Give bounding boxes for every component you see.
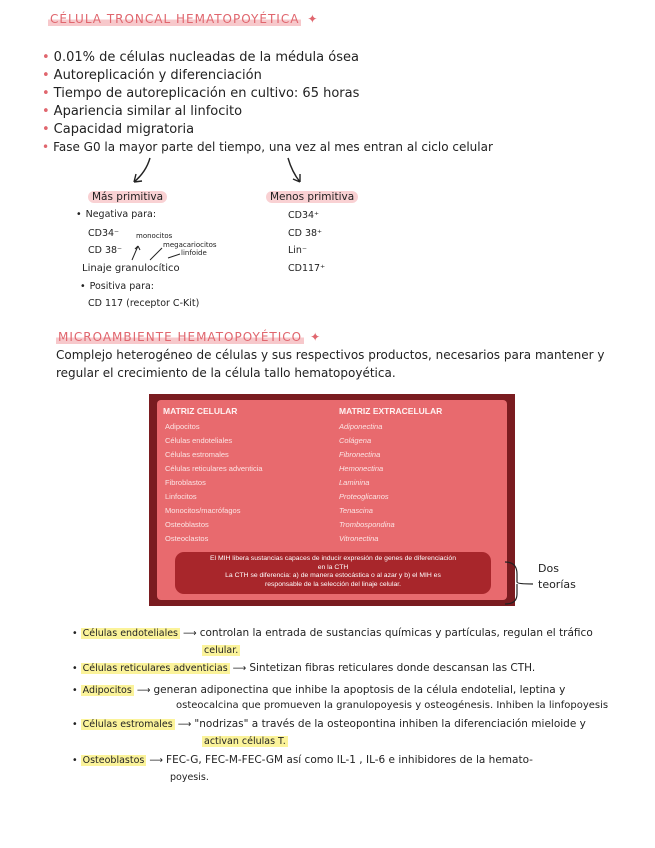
dos-teorias-line2: teorías <box>538 578 576 591</box>
mih-note-box <box>175 552 491 594</box>
negativa-para: • Negativa para: <box>76 209 157 220</box>
note-line: La CTH se diferencia: a) de manera estocástica o al azar y b) el MIH es <box>225 572 441 579</box>
section2-title-row <box>56 330 321 344</box>
col2-item: Colágena <box>339 436 372 445</box>
arrow-right-icon: ⟶ <box>180 628 200 639</box>
section2-desc-line2: regular el crecimiento de la célula tallo hematopoyética. <box>56 366 396 380</box>
list-item-cont: activan células T. <box>204 736 286 747</box>
bullet-item: • Apariencia similar al linfocito <box>42 104 243 119</box>
bullet-text: Fase G0 la mayor parte del tiempo, una vez al mes entran al ciclo celular <box>53 140 493 154</box>
col2-item: Hemonectina <box>339 464 384 473</box>
star-icon: ✦ <box>310 330 322 344</box>
section1-title: CÉLULA TRONCAL HEMATOPOYÉTICA <box>50 12 300 26</box>
item-label: Adipocitos <box>82 685 132 696</box>
menos-item: CD117⁺ <box>288 263 326 274</box>
bullet-item: • Capacidad migratoria <box>42 122 195 137</box>
col1-header: MATRIZ CELULAR <box>163 406 238 416</box>
star-icon: ✦ <box>307 12 319 26</box>
cd34-neg: CD34⁻ <box>88 228 120 239</box>
col2-item: Tenascina <box>339 506 373 515</box>
megacariocitos-label: megacariocitos <box>163 241 217 249</box>
arrow-right-icon: ⟶ <box>229 663 250 674</box>
section1-title-row <box>48 12 318 26</box>
col1-item: Osteoblastos <box>165 520 209 529</box>
list-item: • Adipocitos ⟶ generan adiponectina que inhibe la apoptosis de la célula endotelial, leptina y <box>72 684 566 696</box>
col2-item: Fibronectina <box>339 450 381 459</box>
col1-item: Osteoclastos <box>165 534 209 543</box>
cd117-receptor: CD 117 (receptor C-Kit) <box>88 298 200 309</box>
col1-item: Linfocitos <box>165 492 197 501</box>
bullet-text: Autoreplicación y diferenciación <box>53 68 262 83</box>
list-item-cont: celular. <box>204 645 239 656</box>
list-item-cont: osteocalcina que promueven la granulopoyesis y osteogénesis. Inhiben la linfopoyesis <box>176 700 609 711</box>
col1-item: Fibroblastos <box>165 478 206 487</box>
bullet-text: 0.01% de células nucleadas de la médula ósea <box>53 50 359 65</box>
arrow-down-right-icon <box>284 156 308 186</box>
bullet-item: • Tiempo de autoreplicación en cultivo: 65 horas <box>42 86 360 101</box>
col2-item: Proteoglicanos <box>339 492 389 501</box>
section2-desc-line1: Complejo heterogéneo de células y sus respectivos productos, necesarios para mantener y <box>56 348 605 362</box>
monocitos-label: monocitos <box>136 232 173 240</box>
list-item: • Osteoblastos ⟶ FEC-G, FEC-M-FEC-GM así como IL-1 , IL-6 e inhibidores de la hemato- <box>72 754 533 766</box>
item-label: Células endoteliales <box>82 628 179 639</box>
menos-primitiva-heading: Menos primitiva <box>266 191 358 203</box>
bullet-item: • Autoreplicación y diferenciación <box>42 68 262 83</box>
item-text: "nodrizas" a través de la osteopontina inhiben la diferenciación mieloide y <box>194 718 586 730</box>
arrow-right-icon: ⟶ <box>133 685 154 696</box>
bullet-text: Capacidad migratoria <box>53 122 195 137</box>
bullet-text: Tiempo de autoreplicación en cultivo: 65 horas <box>53 86 360 101</box>
note-line: en la CTH <box>317 563 349 571</box>
branch-arrows-icon <box>128 238 188 264</box>
item-text: FEC-G, FEC-M-FEC-GM así como IL-1 , IL-6 e inhibidores de la hemato- <box>166 754 533 766</box>
col1-item: Células reticulares adventicia <box>165 464 263 473</box>
item-text: Sintetizan fibras reticulares donde descansan las CTH. <box>249 662 536 674</box>
list-item: • Células endoteliales ⟶ controlan la entrada de sustancias químicas y partículas, regulan el tráfico <box>72 627 593 639</box>
dos-teorias-line1: Dos <box>538 562 559 575</box>
col1-item: Monocitos/macrófagos <box>165 506 241 515</box>
item-label: Células estromales <box>82 719 173 730</box>
bullet-item: • 0.01% de células nucleadas de la médula ósea <box>42 50 359 65</box>
bullet-item: • Fase G0 la mayor parte del tiempo, una vez al mes entran al ciclo celular <box>42 140 493 154</box>
arrow-right-icon: ⟶ <box>174 719 195 730</box>
positiva-para: • Positiva para: <box>80 281 155 292</box>
item-text: controlan la entrada de sustancias químicas y partículas, regulan el tráfico <box>199 627 593 639</box>
matriz-table-photo <box>149 394 515 606</box>
item-label: Osteoblastos <box>82 755 145 766</box>
note-line: El MIH libera sustancias capaces de inducir expresión de genes de diferenciación <box>210 555 456 562</box>
linfoide-label: linfoide <box>181 249 207 257</box>
menos-item: CD34⁺ <box>288 210 320 221</box>
col2-item: Laminina <box>339 478 370 487</box>
col2-item: Trombospondina <box>339 520 395 529</box>
item-label: Células reticulares adventicias <box>82 663 228 674</box>
mas-primitiva-heading: Más primitiva <box>88 191 167 203</box>
arrow-right-icon: ⟶ <box>146 755 167 766</box>
col2-item: Vitronectina <box>339 534 379 543</box>
list-item: • Células reticulares adventicias ⟶ Sintetizan fibras reticulares donde descansan las CTH. <box>72 662 536 674</box>
bullet-text: Apariencia similar al linfocito <box>53 104 243 119</box>
item-text: generan adiponectina que inhibe la apoptosis de la célula endotelial, leptina y <box>153 684 566 696</box>
col2-header: MATRIZ EXTRACELULAR <box>339 406 443 416</box>
list-item-cont: poyesis. <box>170 772 209 783</box>
menos-item: CD 38⁺ <box>288 228 323 239</box>
col1-item: Células estromales <box>165 450 229 459</box>
col2-item: Adiponectina <box>339 422 383 431</box>
cd38-neg: CD 38⁻ <box>88 245 123 256</box>
list-item: • Células estromales ⟶ "nodrizas" a través de la osteopontina inhiben la diferenciación mieloide y <box>72 718 586 730</box>
col1-item: Células endoteliales <box>165 436 233 445</box>
menos-item: Lin⁻ <box>288 245 307 256</box>
col1-item: Adipocitos <box>165 422 200 431</box>
linaje-granulocitico: Linaje granulocítico <box>82 263 180 274</box>
section2-title: MICROAMBIENTE HEMATOPOYÉTICO <box>58 330 303 344</box>
arrow-down-left-icon <box>128 156 158 186</box>
bracket-line-icon <box>503 558 537 608</box>
note-line: responsable de la selección del linaje celular. <box>264 580 402 588</box>
matriz-table-panel <box>157 400 507 600</box>
